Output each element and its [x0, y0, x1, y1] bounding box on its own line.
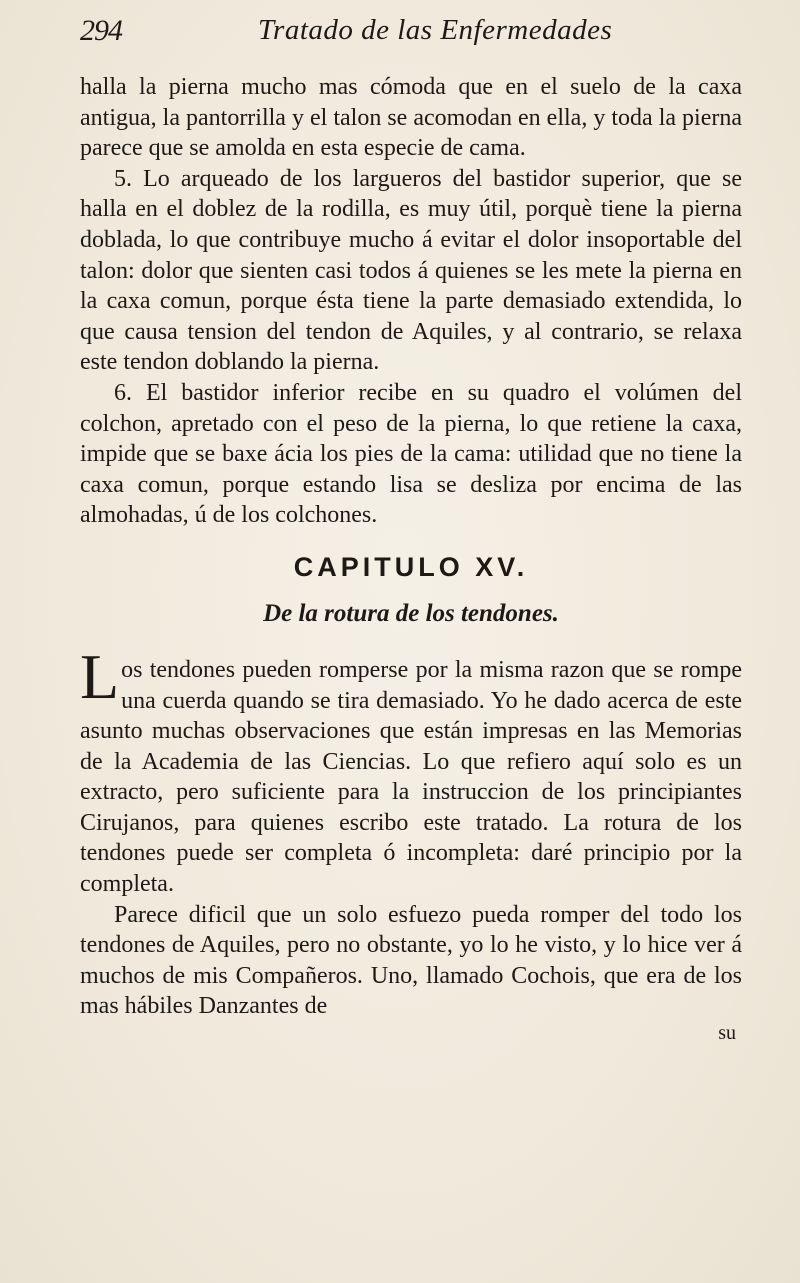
paragraph-5: 5. Lo arqueado de los largueros del bastidor superior, que se halla en el doblez de la rodilla, es muy útil, porquè tiene la pierna doblada, lo que contribuye mucho á evitar el dolor insoportable del talon: dolor que sienten casi todos á quienes se les mete la pierna en la caxa comun, porque ésta tiene la parte demasiado extendida, lo que causa tension del tendon de Aquiles, y al contrario, se relaxa este tendon doblando la pierna. [80, 165, 742, 376]
body-text [80, 72, 742, 1044]
chapter-heading: CAPITULO XV. [293, 551, 529, 582]
paragraph-continuation: halla la pierna mucho mas cómoda que en el suelo de la caxa antigua, la pantorrilla y el talon se acomodan en ella, y toda la pierna parece que se amolda en esta especie de cama. [80, 74, 742, 162]
chapter-opening-paragraph: Los tendones pueden romperse por la misma razon que se rompe una cuerda quando se tira demasiado. Yo he dado acerca de este asunto muchas observaciones que están impresas en las Memorias de la Academia de las Ciencias. Lo que refiero aquí solo es un extracto, pero suficiente para la instruccion de los principiantes Cirujanos, para quienes escribo este tratado. La rotura de los tendones puede ser completa ó incompleta: daré principio por la completa. [80, 640, 742, 898]
running-title: Tratado de las Enfermedades [258, 14, 613, 46]
running-head [80, 14, 740, 54]
chapter-subtitle: De la rotura de los tendones. [263, 599, 559, 627]
paragraph-achilles: Parece dificil que un solo esfuezo pueda romper del todo los tendones de Aquiles, pero no obstante, yo lo he visto, y lo hice ver á muchos de mis Compañeros. Uno, llamado Cochois, que era de los mas hábiles Danzantes de [80, 901, 742, 1020]
page-number: 294 [80, 14, 122, 47]
paragraph-6: 6. El bastidor inferior recibe en su quadro el volúmen del colchon, apretado con el peso de la pierna, lo que retiene la caxa, impide que se baxe ácia los pies de la cama: utilidad que no tiene la caxa comun, porque estando lisa se desliza por encima de las almohadas, ú de los colchones. [80, 379, 742, 529]
catchword: su [718, 1022, 736, 1045]
